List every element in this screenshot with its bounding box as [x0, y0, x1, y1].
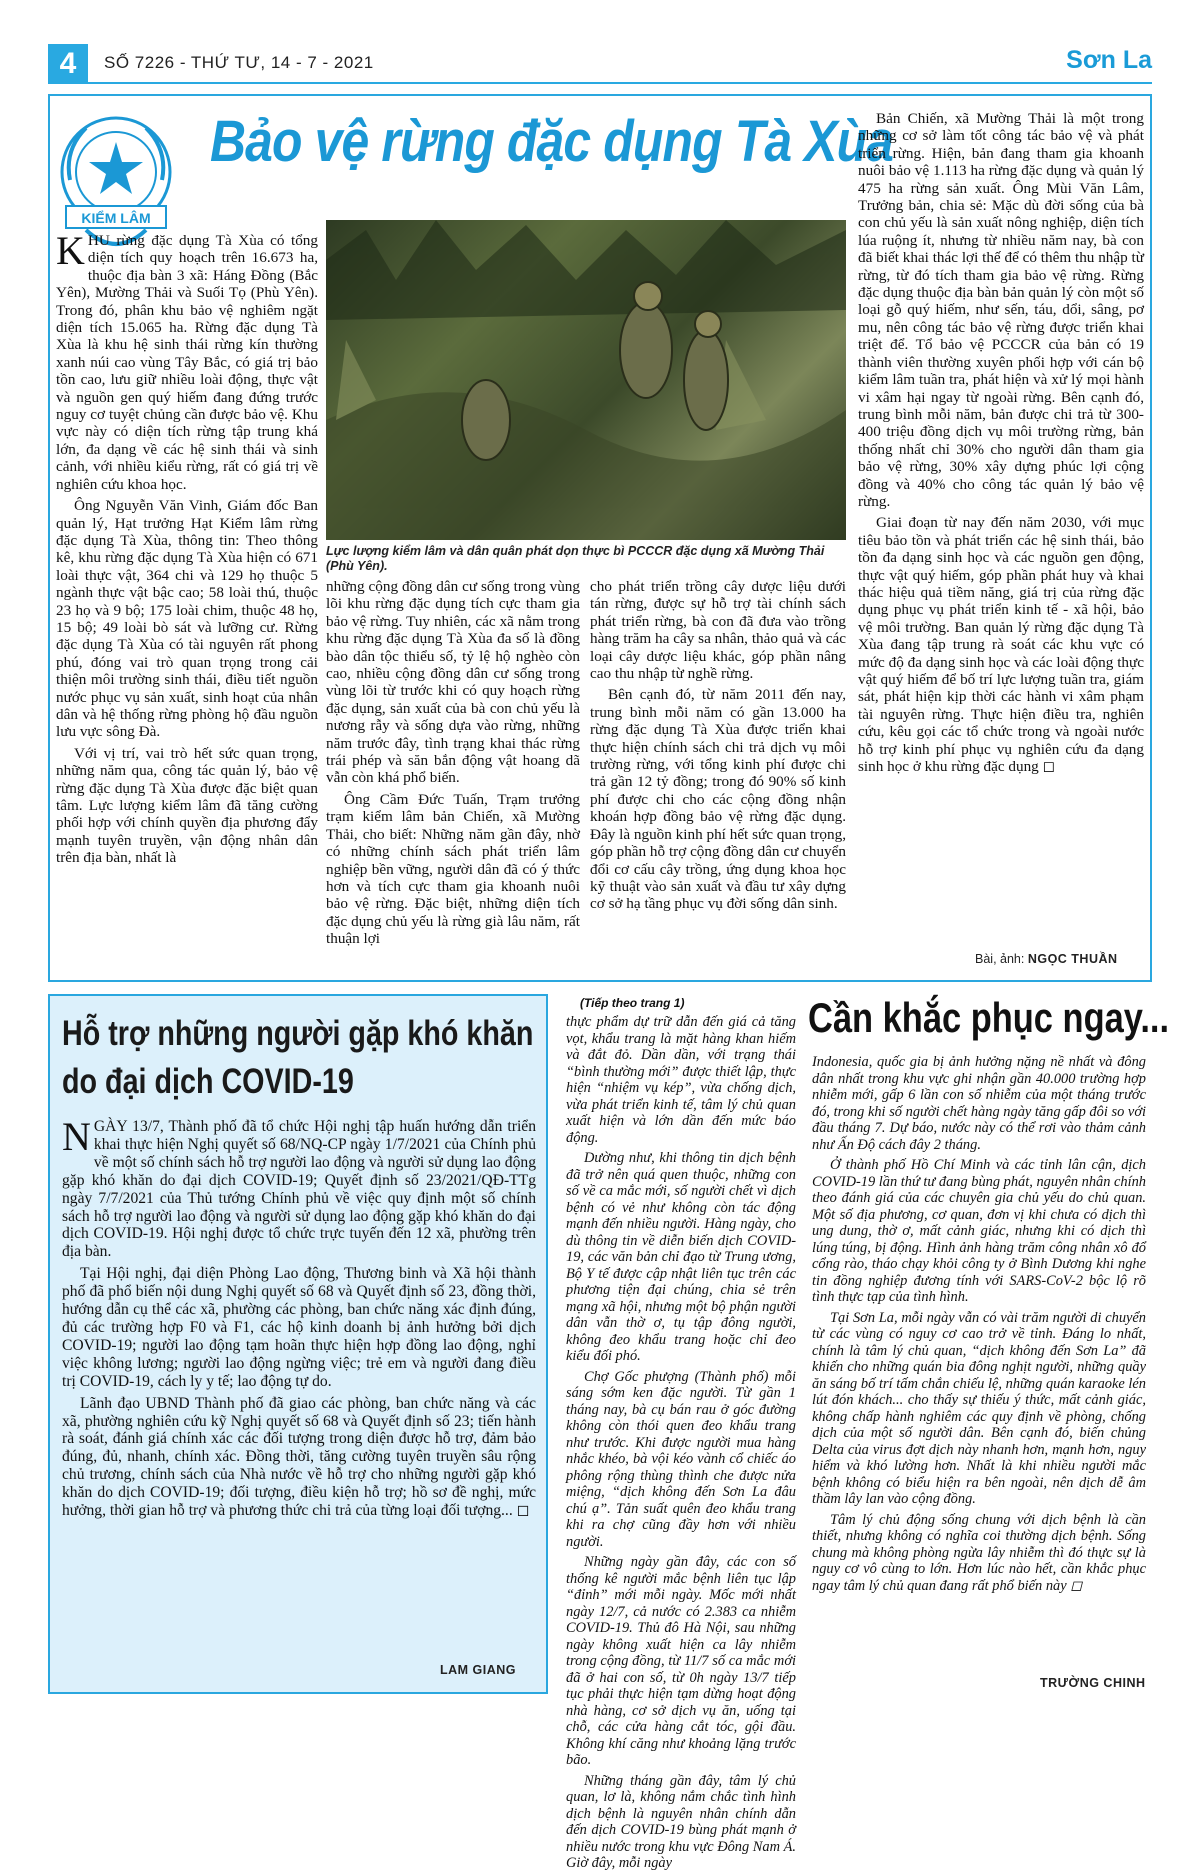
article-complacency-byline: [1040, 1676, 1146, 1690]
author-name: NGỌC THUẦN: [1027, 952, 1118, 966]
paragraph: Những ngày gần đây, các con số thống kê người mắc bệnh liên tục lập “đỉnh” mới mỗi ngày. Mốc mới nhất ngày 12/7, cả nước có 2.383 ca nhiễm COVID-19. Thủ đô Hà Nội, sau những ngày không xuất hiện ca lây nhiễm trong cộng đồng, từ 11/7 số ca mắc mới đã ở hai con số, từ 0h ngày 13/7 tiếp tục phải thực hiện tạm dừng hoạt động nhà hàng, cơ sở dịch vụ ăn, uống tại chỗ, các cửa hàng cắt tóc, gội đầu. Không khí căng như khoảng lặng trước bão.: [566, 1554, 796, 1768]
continued-from: (Tiếp theo trang 1): [580, 996, 685, 1010]
article-complacency-col-1: [566, 1014, 796, 1871]
paragraph: Giai đoạn từ nay đến năm 2030, với mục tiêu bảo tồn và phát triển các hệ sinh thái, bảo tồn đa dạng sinh học và các nguồn gen động, thực vật quý hiếm, góp phần phát huy và khai thác hiệu quả tiềm năng, giá trị của rừng đặc dụng phục vụ phát triển kinh tế - xã hội, bảo vệ môi trường. Ban quản lý rừng đặc dụng Tà Xùa đang tập trung rà soát các khu vực có mức độ đa dạng sinh học và các loài động thực vật quý hiếm để bố trí lực lượng tuần tra, giám sát, phát hiện kịp thời các hành vi xâm phạm tài nguyên rừng. Thực hiện điều tra, nghiên cứu, kêu gọi các tổ chức trong và ngoài nước hỗ trợ kinh phí phục vụ nghiên cứu đa dạng sinh học ở khu rừng đặc dụng ◻: [858, 514, 1144, 776]
paragraph: Indonesia, quốc gia bị ảnh hưởng nặng nề nhất và đông dân nhất trong khu vực ghi nhận gần 40.000 trường hợp nhiễm mới, gấp 6 lần con số nhiễm của một tháng trước đó, trong khi số người chết hàng ngày tăng gấp đôi so với đầu tháng 7. Dự báo, nước này có thể rơi vào thảm cảnh như Ấn Độ cách đây 2 tháng.: [812, 1054, 1146, 1153]
article-covid-support-byline: [440, 1663, 516, 1677]
paragraph: Lãnh đạo UBND Thành phố đã giao các phòng, ban chức năng và các xã, phường nghiên cứu kỹ Nghị quyết số 68 và Quyết định số 23; tiến hành rà soát, đánh giá chính xác các đối tượng trong diện được hỗ trợ, đảm bảo đúng, đủ, nhanh, chính xác. Đồng thời, tăng cường tuyên truyền sâu rộng chủ trương, chính sách của Nhà nước về hỗ trợ cho những người gặp khó khăn do dịch COVID-19; đối tượng, điều kiện hỗ trợ; hồ sơ đề nghị, mức hưởng, thời gian hỗ trợ và phương thức chi trả của từng loại đối tượng... ◻: [62, 1394, 536, 1520]
paragraph: Bản Chiến, xã Mường Thải là một trong những cơ sở làm tốt công tác bảo vệ và phát triển rừng. Hiện, bản đang tham gia khoanh nuôi bảo vệ 1.113 ha rừng đặc dụng và quản lý 475 ha rừng sản xuất. Ông Mùi Văn Lâm, Trưởng bản, chia sẻ: Mặc dù đời sống của bà con chủ yếu là sản xuất nông nghiệp, diện tích lúa ruộng ít, nhưng từ nhiều năm nay, bà con đã biết khai thác lợi thế để có thêm thu nhập từ rừng, từ đó tích tham gia bảo vệ rừng. Rừng đặc dụng thuộc địa bàn bản quản lý còn một số loại gỗ quý hiếm, như sến, táu, dổi, sâng, pơ mu, nên công tác bảo vệ rừng được triển khai triệt để. Tổ bảo vệ PCCCR của bản có 19 thành viên thường xuyên phối hợp với cán bộ kiểm lâm tuần tra, phát hiện và xử lý mọi hành vi xâm hại ngay từ ngoài rừng. Bên cạnh đó, trung bình mỗi năm, bản được chi trả từ 300-400 triệu đồng dịch vụ môi trường rừng, bản thống nhất chỉ 30% cho người dân tham gia bảo vệ rừng, 30% xây dựng phúc lợi cộng đồng và 40% cho công tác quản lý bảo vệ rừng.: [858, 110, 1144, 510]
paragraph: Bên cạnh đó, từ năm 2011 đến nay, trung bình mỗi năm có gần 13.000 ha rừng đặc dụng Tà Xùa được triển khai thực hiện chính sách chi trả dịch vụ môi trường rừng, với tổng kinh phí được chi trả gần 12 tỷ đồng; trong đó 90% số kinh phí được chi cho các cộng đồng nhận khoán hợp đồng bảo vệ rừng đặc dụng. Đây là nguồn kinh phí hết sức quan trọng, góp phần hỗ trợ cộng đồng dân cư chuyển đổi cơ cấu cây trồng, ứng dụng khoa học kỹ thuật vào sản xuất và đầu tư xây dựng cơ sở hạ tầng phục vụ đời sống dân sinh.: [590, 686, 846, 913]
article-forest-col-3: [590, 578, 846, 958]
page-number: 4: [48, 44, 88, 84]
issue-info: SỐ 7226 - THỨ TƯ, 14 - 7 - 2021: [104, 53, 374, 72]
paragraph: Ở thành phố Hồ Chí Minh và các tỉnh lân cận, dịch COVID-19 lần thứ tư đang bùng phát, nguyên nhân chính theo đánh giá của các chuyên gia chủ yếu do chủ quan. Một số địa phương, cơ quan, đơn vị khi chưa có dịch thì ung dung, thờ ơ, mất cảnh giác, nhưng khi có dịch thì lúng túng, bị động. Hình ảnh hàng trăm công nhân xô đổ cổng rào, tháo chạy khỏi công ty ở Bình Dương khi nghe tin đồng nghiệp đương tính với SARS-CoV-2 bộc lộ rõ tình thực tạp của tình hình.: [812, 1157, 1146, 1305]
title-line: Hỗ trợ những người gặp khó khăn: [62, 1014, 534, 1053]
article-forest-col-4: [858, 110, 1144, 932]
dropcap: N: [62, 1114, 91, 1159]
dropcap: K: [56, 228, 85, 273]
paragraph: Tại Hội nghị, đại diện Phòng Lao động, Thương binh và Xã hội thành phố đã phổ biến nội dung Nghị quyết số 68 và Quyết định số 23, đồng thời, hướng dẫn cụ thể các xã, phường các phòng, ban chức năng xác định đúng, đủ các trường hợp F0 và F1, các hộ kinh doanh bị ảnh hưởng bởi dịch COVID-19; người lao động tạm hoãn thực hiện hợp đồng lao động, nghỉ việc không lương; người lao động ngừng việc; trẻ em và người đang điều trị COVID-19, cách ly y tế; lao động tự do.: [62, 1265, 536, 1390]
article-forest-col-1: [56, 228, 318, 952]
article-complacency-title: Cần khắc phục ngay...: [808, 994, 1170, 1041]
paragraph: Những tháng gần đây, tâm lý chủ quan, lơ là, không nắm chắc tình hình dịch bệnh là nguyên nhân chính dẫn đến dịch COVID-19 bùng phát mạnh ở nhiều nước trong khu vực Đông Nam Á. Giờ đây, mỗi ngày: [566, 1772, 796, 1871]
paragraph: Với vị trí, vai trò hết sức quan trọng, những năm qua, công tác quản lý, bảo vệ rừng đặc dụng Tà Xùa được đặc biệt quan tâm. Lực lượng kiểm lâm đã tăng cường phối hợp với chính quyền địa phương đẩy mạnh tuyên truyền, vận động nhân dân trên địa bàn, nhất là: [56, 744, 318, 867]
paragraph: những cộng đồng dân cư sống trong vùng lõi khu rừng đặc dụng tích cực tham gia bảo vệ rừng. Tuy nhiên, các xã nằm trong khu rừng đặc dụng Tà Xùa đa số là đồng bào dân tộc thiểu số, tỷ lệ hộ nghèo còn cao, nhiều cộng đồng dân cư sống trong vùng lõi từ trước khi có quy hoạch rừng đặc dụng, sản xuất của bà con chủ yếu là nương rẫy và sống dựa vào rừng, những năm trước đây, tình trạng khai thác rừng trái phép và săn bắn động vật hoang dã vẫn còn khá phổ biến.: [326, 578, 580, 787]
photo-caption: Lực lượng kiểm lâm và dân quân phát dọn thực bì PCCCR đặc dụng xã Mường Thải (Phù Yên).: [326, 544, 825, 573]
article-complacency-col-2: [812, 1054, 1146, 1670]
paragraph: Tâm lý chủ động sống chung với dịch bệnh là cần thiết, nhưng không có nghĩa coi thường dịch bệnh. Sống chung mà không phòng ngừa lây nhiễm thì đó thực sự là nguy cơ vô cùng to lớn. Hơn lúc nào hết, cần khắc phục ngay tâm lý chủ quan đang rất phổ biến này ◻: [812, 1511, 1146, 1594]
author-name: LAM GIANG: [440, 1663, 517, 1677]
article-covid-support-body: [62, 1114, 536, 1658]
forest-patrol-photo: [326, 220, 846, 540]
paragraph: GÀY 13/7, Thành phố đã tổ chức Hội nghị tập huấn hướng dẫn triển khai thực hiện Nghị quyết số 68/NQ-CP ngày 1/7/2021 của Chính phủ về một số chính sách hỗ trợ người lao động và người sử dụng lao động gặp khó khăn do đại dịch COVID-19; Quyết định số 23/2021/QĐ-TTg ngày 7/7/2021 của Thủ tướng Chính phủ về việc quy định một số chính sách hỗ trợ người lao động và người sử dụng lao động gặp khó khăn do đại dịch COVID-19. Hội nghị được tổ chức trực tuyến đến 12 xã, phường trên địa bàn.: [62, 1118, 536, 1261]
paragraph: Ông Nguyễn Văn Vinh, Giám đốc Ban quản lý, Hạt trưởng Hạt Kiểm lâm rừng đặc dụng Tà Xùa, thông tin: Theo thông kê, khu rừng đặc dụng Tà Xùa hiện có 671 loài thực vật, 364 chi và 129 họ thuộc 5 ngành thực vật bậc cao; 58 loài thú, thuộc 23 họ và 9 bộ; 175 loài chim, thuộc 48 họ, 15 bộ; 49 loài bò sát và lưỡng cư. Rừng đặc dụng Tà Xùa có tài nguyên rất phong phú, đóng vai trò quan trọng trong cải thiện môi trường sinh thái, điều tiết nguồn nước phục vụ sản xuất, sinh hoạt của nhân dân và hệ thống rừng phòng hộ đầu nguồn lưu vực sông Đà.: [56, 497, 318, 741]
paragraph: Chợ Gốc phượng (Thành phố) mỗi sáng sớm ken đặc người. Từ gần 1 tháng nay, bà cụ bán rau ở góc đường không còn thói quen đeo khẩu trang như trước. Khi được người mua hàng nhắc khéo, bà vội kéo vành cổ chiếc áo phông rộng thùng thình che được nửa miệng, “dịch không đến Sơn La đâu chú ạ”. Tản suất quên đeo khẩu trang khi ra chợ cũng đầy hơn với nhiều người.: [566, 1368, 796, 1550]
author-name: TRƯỜNG CHINH: [1040, 1676, 1146, 1690]
paragraph: Ông Cầm Đức Tuấn, Trạm trưởng trạm kiểm lâm bản Chiến, xã Mường Thải, cho biết: Những năm gần đây, nhờ có những chính sách phát triển lâm nghiệp bền vững, người dân đã có ý thức hơn và tích cực tham gia khoanh nuôi bảo vệ rừng. Đặc biệt, những diện tích đặc dụng chủ yếu là rừng già lâu năm, rất thuận lợi: [326, 790, 580, 948]
title-line: do đại dịch COVID-19: [62, 1062, 354, 1101]
section-name: Sơn La: [1066, 46, 1152, 74]
paragraph: Dường như, khi thông tin dịch bệnh đã trở nên quá quen thuộc, những con số về ca mắc mới, số người chết vì dịch bệnh có vẻ như không còn tác động mạnh đến nhiều người. Hàng ngày, cho dù thông tin về diễn biến dịch COVID-19, các văn bản chỉ đạo từ Trung ương, Bộ Y tế được cập nhật liên tục trên các phương tiện đại chúng, chia sẻ trên mạng xã hội, nhưng một bộ phận người dân vẫn thờ ơ, tụ tập đông người, không đeo khẩu trang hoặc chỉ đeo kiểu đối phó.: [566, 1150, 796, 1364]
paragraph: Tại Sơn La, mỗi ngày vẫn có vài trăm người di chuyển từ các vùng có nguy cơ cao trở về tỉnh. Đáng lo nhất, chính là tâm lý chủ quan, “dịch không đến Sơn La” đã khiến cho những quán bia đông nghịt người, những quầy ăn sáng bố trí tấm chắn chiếu lệ, những quán karaoke lén lút đón khách... cho thấy sự thiếu ý thức, mất cảnh giác, không chấp hành nghiêm các quy định về phòng, chống dịch của một số người dân. Bên cạnh đó, biến chủng Delta của virus đợt dịch này nhanh hơn, mạnh hơn, nguy hiểm và khó lường hơn. Nhất là khi nhiều người mắc bệnh không có biểu hiện ra bên ngoài, nên dịch dễ âm thầm lây lan vào cộng đồng.: [812, 1309, 1146, 1507]
article-forest-byline: [975, 952, 1118, 966]
paragraph: HU rừng đặc dụng Tà Xùa có tổng diện tích quy hoạch trên 16.673 ha, thuộc địa bàn 3 xã: Háng Đồng (Bắc Yên), Mường Thải và Suối Tọ (Phù Yên). Trong đó, phân khu bảo vệ nghiêm ngặt diện tích 15.065 ha. Rừng đặc dụng Tà Xùa là khu hệ sinh thái rừng kín thường xanh núi cao vùng Tây Bắc, có giá trị bảo tồn cao, lưu giữ nhiều loài động, thực vật và nguồn gen quý hiếm đang đứng trước nguy cơ tuyệt chủng cần được bảo vệ. Khu vực này có diện tích rừng tập trung khá lớn, đa dạng về các hệ sinh thái và sinh cảnh, với nhiều kiểu rừng, rất có giá trị về nghiên cứu khoa học.: [56, 232, 318, 493]
article-forest-title: Bảo vệ rừng đặc dụng Tà Xùa: [210, 109, 894, 174]
page-header: [48, 44, 1152, 84]
emblem-label: KIỂM LÂM: [81, 210, 151, 226]
paragraph: thực phẩm dự trữ dẫn đến giá cả tăng vọt, khẩu trang là mặt hàng khan hiếm và đắt đỏ. Dần dần, với trạng thái “bình thường mới” được thiết lập, thực hiện “nhiệm vụ kép”, vừa chống dịch, vừa phát triển kinh tế, tâm lý chủ quan xuất hiện và lớn dần đến mức báo động.: [566, 1014, 796, 1146]
byline-prefix: Bài, ảnh:: [975, 952, 1025, 966]
article-forest-col-2: [326, 578, 580, 958]
paragraph: cho phát triển trồng cây dược liệu dưới tán rừng, được sự hỗ trợ tài chính sách phát triển rừng, bà con đã đưa vào trồng hàng trăm ha cây sa nhân, thảo quả và các loại cây dược liệu khác, góp phần nâng cao thu nhập từ nghề rừng.: [590, 578, 846, 683]
article-covid-support-title: [62, 1010, 534, 1106]
